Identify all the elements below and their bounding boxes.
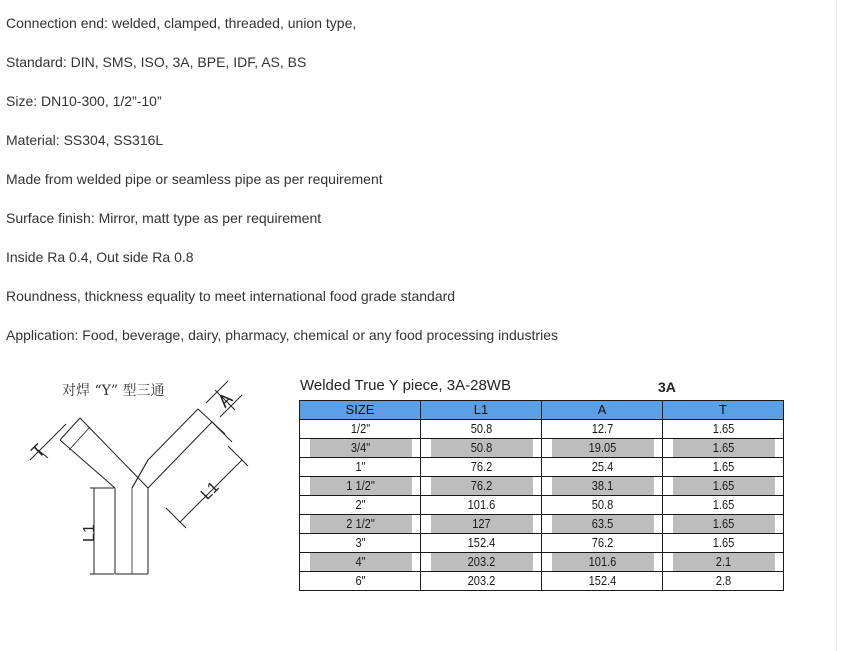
spec-connection-end: Connection end: welded, clamped, threaded, union type, <box>6 15 357 31</box>
cell-size: 3/4" <box>309 439 412 458</box>
cell-size: 1/2" <box>309 420 412 439</box>
table-row <box>300 458 784 477</box>
cell-l1: 50.8 <box>430 439 533 458</box>
cell-t: 1.65 <box>672 439 775 458</box>
cell-t: 1.65 <box>672 420 775 439</box>
table-row <box>300 515 784 534</box>
spec-standard: Standard: DIN, SMS, ISO, 3A, BPE, IDF, AS, BS <box>6 54 307 70</box>
spec-roundness: Roundness, thickness equality to meet international food grade standard <box>6 288 456 304</box>
label-l1-lower: L1 <box>81 524 98 542</box>
cell-l1: 127 <box>430 515 533 534</box>
header-a: A <box>542 401 663 420</box>
label-a: A <box>213 388 237 412</box>
table-header-row <box>300 401 784 420</box>
cell-l1: 152.4 <box>430 534 533 553</box>
spec-material: Material: SS304, SS316L <box>6 132 164 148</box>
cell-t: 1.65 <box>672 515 775 534</box>
cell-t: 1.65 <box>672 534 775 553</box>
dimension-table <box>299 400 784 591</box>
cell-a: 76.2 <box>551 534 654 553</box>
spec-size: Size: DN10-300, 1/2”-10” <box>6 93 162 109</box>
table-row <box>300 572 784 591</box>
table-row <box>300 553 784 572</box>
cell-size: 1" <box>309 458 412 477</box>
cell-t: 1.65 <box>672 477 775 496</box>
table-code: 3A <box>658 379 676 395</box>
cell-size: 1 1/2" <box>309 477 412 496</box>
spec-pipe-type: Made from welded pipe or seamless pipe as per requirement <box>6 171 383 187</box>
cell-a: 12.7 <box>551 420 654 439</box>
table-row <box>300 496 784 515</box>
table-title: Welded True Y piece, 3A-28WB <box>300 377 511 394</box>
page-edge-divider <box>836 0 837 651</box>
cell-size: 6" <box>309 572 412 591</box>
cell-a: 63.5 <box>551 515 654 534</box>
cell-l1: 76.2 <box>430 458 533 477</box>
cell-t: 1.65 <box>672 496 775 515</box>
cell-t: 2.1 <box>672 553 775 572</box>
cell-l1: 76.2 <box>430 477 533 496</box>
cell-a: 25.4 <box>551 458 654 477</box>
cell-a: 19.05 <box>551 439 654 458</box>
header-l1: L1 <box>421 401 542 420</box>
cell-a: 152.4 <box>551 572 654 591</box>
label-t: T <box>27 439 50 462</box>
drawing-caption: 对焊 “Y” 型三通 <box>62 383 165 399</box>
cell-l1: 50.8 <box>430 420 533 439</box>
label-l1-upper: L1 <box>197 478 223 504</box>
cell-t: 2.8 <box>672 572 775 591</box>
table-row <box>300 420 784 439</box>
spec-roughness: Inside Ra 0.4, Out side Ra 0.8 <box>6 249 194 265</box>
cell-size: 2 1/2" <box>309 515 412 534</box>
table-row <box>300 534 784 553</box>
cell-l1: 101.6 <box>430 496 533 515</box>
cell-size: 3" <box>309 534 412 553</box>
cell-size: 2" <box>309 496 412 515</box>
spec-surface-finish: Surface finish: Mirror, matt type as per requirement <box>6 210 322 226</box>
cell-l1: 203.2 <box>430 553 533 572</box>
header-t: T <box>663 401 784 420</box>
header-size: SIZE <box>300 401 421 420</box>
cell-size: 4" <box>309 553 412 572</box>
cell-a: 101.6 <box>551 553 654 572</box>
table-row <box>300 439 784 458</box>
y-piece-technical-drawing <box>20 372 270 582</box>
cell-t: 1.65 <box>672 458 775 477</box>
spec-application: Application: Food, beverage, dairy, pharmacy, chemical or any food processing industries <box>6 327 558 343</box>
cell-a: 50.8 <box>551 496 654 515</box>
cell-l1: 203.2 <box>430 572 533 591</box>
table-row <box>300 477 784 496</box>
cell-a: 38.1 <box>551 477 654 496</box>
